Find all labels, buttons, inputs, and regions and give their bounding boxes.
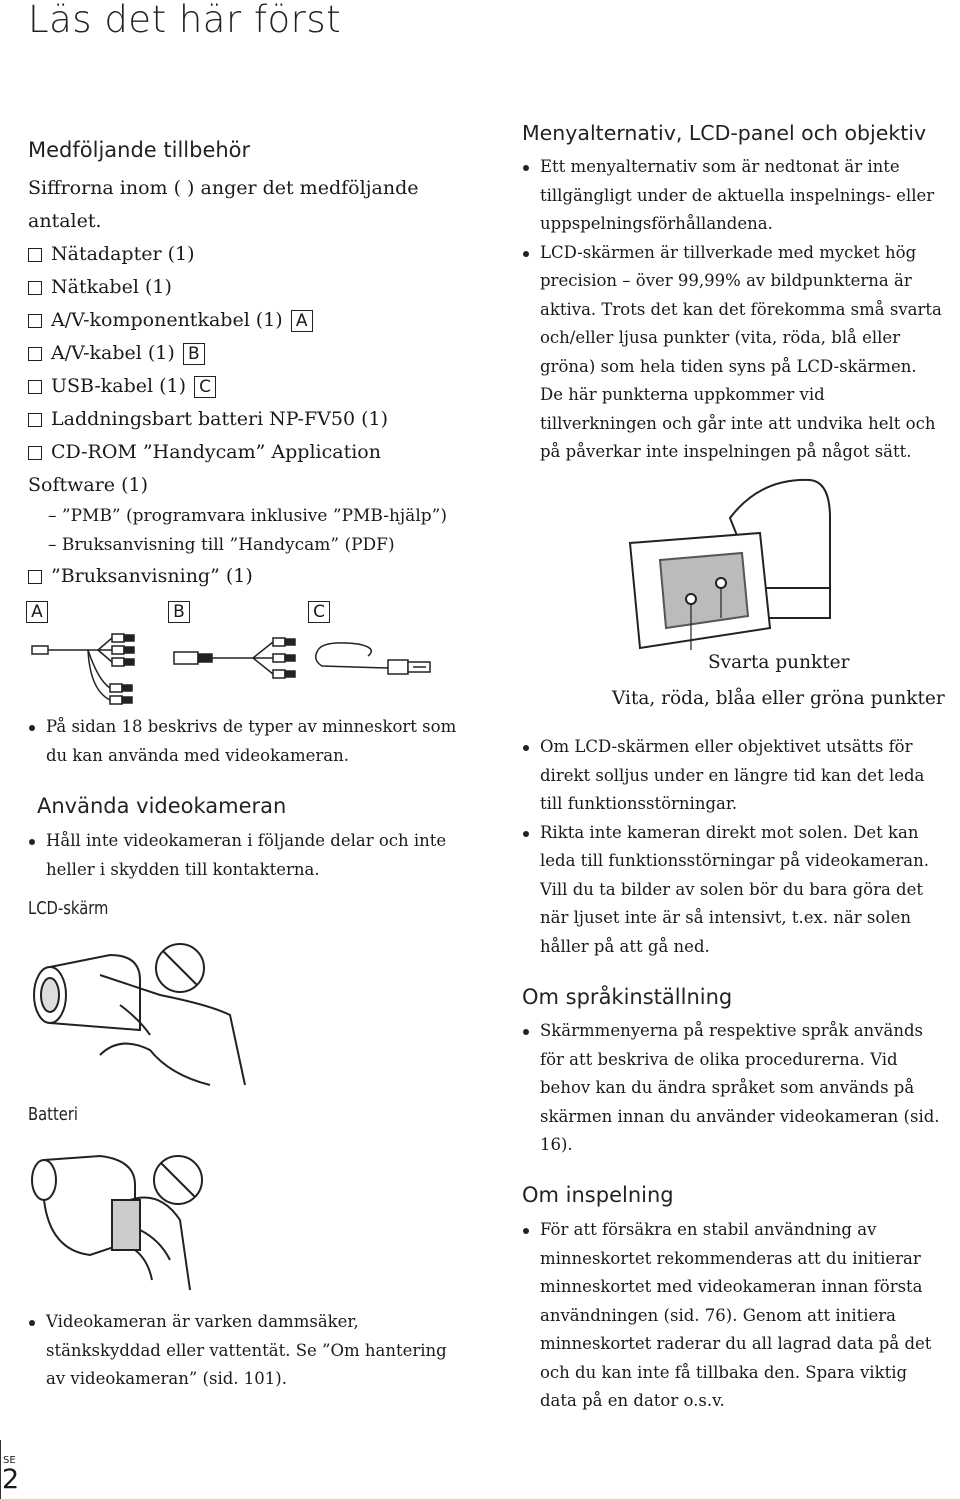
software-line: Software (1): [28, 474, 148, 496]
black-dot-marker: [686, 594, 696, 604]
checkbox-icon: [28, 570, 42, 584]
bullet-item: Om LCD-skärmen eller objektivet utsätts för direkt solljus under en längre tid kan det leda till funktionsstörningar.: [522, 733, 942, 819]
sub-item-pmb: – ”PMB” (programvara inklusive ”PMB-hjälp”): [48, 506, 447, 526]
bullet-item: LCD-skärmen är tillverkade med mycket hög precision – över 99,99% av bildpunkterna är aktiva. Trots det kan det förekomma små svarta och/eller ljusa punkter (vita, röda, blå eller gröna) som hela tiden syns på LCD-skärmen. De här punkterna uppkommer vid tillverkningen och går inte att undvika helt och på påverkar inte inspelningen på något sätt.: [522, 239, 942, 467]
checkbox-icon: [28, 380, 42, 394]
lcd-grip-illustration: [30, 935, 280, 1105]
waterproof-list: [28, 1308, 458, 1394]
page-number: 2: [2, 1464, 20, 1495]
tag-c: C: [194, 376, 216, 398]
accessory-item: [28, 304, 468, 337]
cable-illustrations: [28, 630, 448, 710]
tag-a: A: [291, 310, 313, 332]
av-cable-icon: [174, 638, 295, 678]
bullet-item: Skärmmenyerna på respektive språk används för att beskriva de olika procedurerna. Vid behov kan du ändra språket som används på skärmen innan du använder videokameran (sid. 16).: [522, 1017, 942, 1160]
bullet-item: Rikta inte kameran direkt mot solen. Det kan leda till funktionsstörningar på videokameran. Vill du ta bilder av solen bör du bara göra det när ljuset inte är så intensivt, t.ex. när solen håller på att gå ned.: [522, 819, 942, 962]
language-code: SE: [3, 1455, 16, 1466]
cable-tag-b: B: [168, 601, 190, 623]
language-heading: Om språkinställning: [522, 985, 733, 1009]
checkbox-icon: [28, 413, 42, 427]
cable-tag-a: A: [26, 601, 48, 623]
lcd-panel-illustration: [620, 478, 940, 658]
memory-card-list: [28, 713, 458, 770]
sun-list: [522, 733, 942, 961]
lcd-label: LCD-skärm: [28, 898, 109, 919]
language-list: [522, 1017, 942, 1160]
accessory-text: Nätadapter (1): [51, 243, 195, 265]
bullet-item: Ett menyalternativ som är nedtonat är inte tillgängligt under de aktuella inspelnings- eller uppspelningsförhållandena.: [522, 153, 942, 239]
accessories-list: [28, 238, 468, 593]
accessory-item: [28, 436, 468, 469]
usb-cable-icon: [316, 643, 430, 674]
checkbox-icon: [28, 281, 42, 295]
cable-tag-c: C: [308, 601, 330, 623]
accessory-item: [28, 403, 468, 436]
bullet-item: Videokameran är varken dammsäker, stänkskyddad eller vattentät. Se ”Om hantering av videokameran” (sid. 101).: [28, 1308, 458, 1394]
menu-heading: Menyalternativ, LCD-panel och objektiv: [522, 121, 927, 145]
caption-colored-dots: Vita, röda, blåa eller gröna punkter: [612, 688, 945, 709]
accessory-text: A/V-kabel (1): [51, 342, 175, 364]
using-list: [28, 827, 458, 884]
checkbox-icon: [28, 248, 42, 262]
bullet-item: För att försäkra en stabil användning av minneskortet rekommenderas att du initierar minneskortet med videokameran innan första användningen (sid. 76). Genom att initiera minneskortet raderar du all lagrad data på det och du kan inte få tillbaka den. Spara viktig data på en dator o.s.v.: [522, 1216, 942, 1416]
accessory-text: Laddningsbart batteri NP-FV50 (1): [51, 408, 389, 430]
accessory-item: [28, 560, 468, 593]
accessory-item: [28, 370, 468, 403]
accessory-text: CD-ROM ”Handycam” Application: [51, 441, 381, 463]
sub-item-manual-pdf: – Bruksanvisning till ”Handycam” (PDF): [48, 535, 395, 555]
battery-label: Batteri: [28, 1104, 79, 1125]
checkbox-icon: [28, 446, 42, 460]
battery-grip-illustration: [30, 1140, 270, 1300]
accessory-item: [28, 271, 468, 304]
accessory-text: USB-kabel (1): [51, 375, 187, 397]
accessories-heading: Medföljande tillbehör: [28, 138, 251, 162]
component-cable-icon: [32, 634, 134, 704]
bullet-item: Håll inte videokameran i följande delar och inte heller i skydden till kontakterna.: [28, 827, 458, 884]
caption-black-dots: Svarta punkter: [708, 652, 850, 673]
footer-divider: [0, 1440, 1, 1499]
checkbox-icon: [28, 347, 42, 361]
accessory-text: ”Bruksanvisning” (1): [51, 565, 253, 587]
accessory-text: A/V-komponentkabel (1): [51, 309, 283, 331]
using-heading: Använda videokameran: [37, 794, 287, 818]
accessory-item: [28, 238, 468, 271]
bullet-item: På sidan 18 beskrivs de typer av minneskort som du kan använda med videokameran.: [28, 713, 458, 770]
accessory-text: Nätkabel (1): [51, 276, 172, 298]
checkbox-icon: [28, 314, 42, 328]
accessory-item: [28, 337, 468, 370]
tag-b: B: [183, 343, 205, 365]
colored-dot-marker: [716, 578, 726, 588]
accessories-intro: Siffrorna inom ( ) anger det medföljande antalet.: [28, 177, 419, 232]
menu-list: [522, 153, 942, 467]
page-title: Läs det här först: [28, 0, 342, 41]
recording-list: [522, 1216, 942, 1416]
recording-heading: Om inspelning: [522, 1183, 674, 1207]
